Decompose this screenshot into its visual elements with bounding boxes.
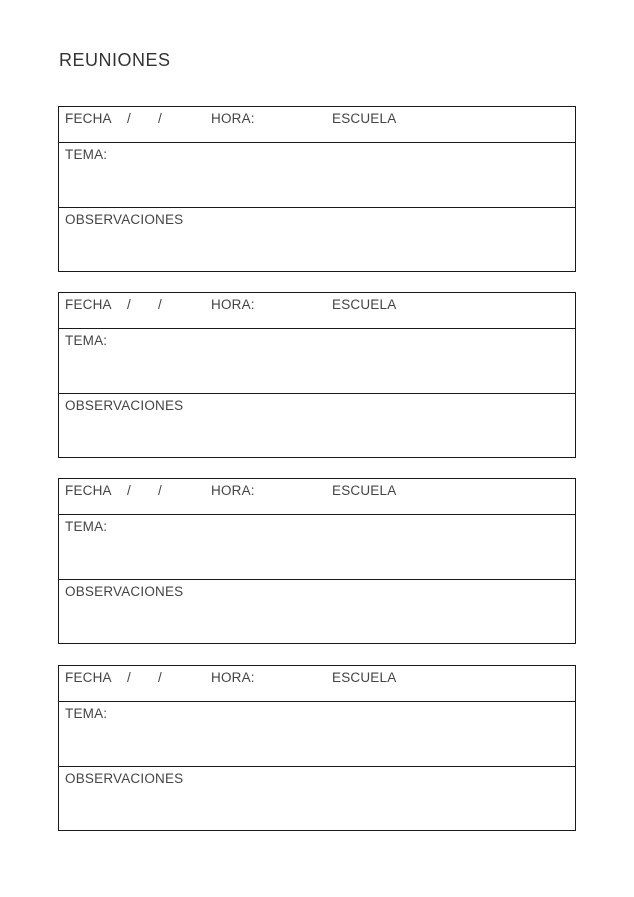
- observaciones-label: OBSERVACIONES: [65, 212, 184, 227]
- meeting-block: [58, 478, 576, 644]
- hora-label: HORA:: [211, 483, 255, 498]
- fecha-label: FECHA: [65, 111, 112, 126]
- date-separator: /: [127, 297, 131, 312]
- date-separator: /: [127, 111, 131, 126]
- observaciones-field[interactable]: [59, 767, 575, 830]
- meeting-block: [58, 665, 576, 831]
- observaciones-field[interactable]: [59, 208, 575, 271]
- date-separator: /: [127, 483, 131, 498]
- meeting-block: [58, 292, 576, 458]
- escuela-label: ESCUELA: [332, 297, 397, 312]
- hora-label: HORA:: [211, 297, 255, 312]
- tema-label: TEMA:: [65, 519, 108, 534]
- tema-field[interactable]: [59, 515, 575, 580]
- escuela-label: ESCUELA: [332, 111, 397, 126]
- tema-field[interactable]: [59, 329, 575, 394]
- meeting-header-row: [59, 479, 575, 515]
- hora-label: HORA:: [211, 670, 255, 685]
- date-separator: /: [158, 111, 162, 126]
- hora-label: HORA:: [211, 111, 255, 126]
- date-separator: /: [158, 483, 162, 498]
- fecha-label: FECHA: [65, 670, 112, 685]
- observaciones-label: OBSERVACIONES: [65, 771, 184, 786]
- observaciones-label: OBSERVACIONES: [65, 584, 184, 599]
- tema-label: TEMA:: [65, 706, 108, 721]
- meeting-header-row: [59, 293, 575, 329]
- date-separator: /: [127, 670, 131, 685]
- observaciones-field[interactable]: [59, 394, 575, 457]
- escuela-label: ESCUELA: [332, 483, 397, 498]
- meeting-header-row: [59, 666, 575, 702]
- tema-field[interactable]: [59, 702, 575, 767]
- page-title: REUNIONES: [59, 50, 171, 70]
- fecha-label: FECHA: [65, 483, 112, 498]
- tema-field[interactable]: [59, 143, 575, 208]
- date-separator: /: [158, 297, 162, 312]
- escuela-label: ESCUELA: [332, 670, 397, 685]
- observaciones-label: OBSERVACIONES: [65, 398, 184, 413]
- tema-label: TEMA:: [65, 333, 108, 348]
- meeting-block: [58, 106, 576, 272]
- meeting-header-row: [59, 107, 575, 143]
- fecha-label: FECHA: [65, 297, 112, 312]
- date-separator: /: [158, 670, 162, 685]
- observaciones-field[interactable]: [59, 580, 575, 643]
- tema-label: TEMA:: [65, 147, 108, 162]
